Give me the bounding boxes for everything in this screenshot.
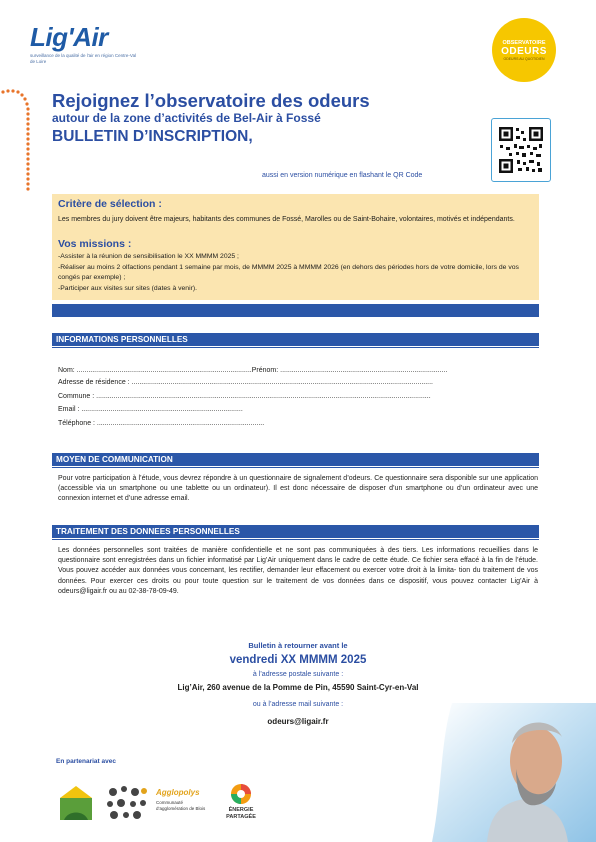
commune-input-line[interactable]: ............................................................................................................................................................................ xyxy=(96,393,431,400)
email-intro: ou à l’adresse mail suivante : xyxy=(252,701,344,708)
missions-heading: Vos missions : xyxy=(58,238,132,250)
missions-list xyxy=(58,252,536,294)
qr-note: aussi en version numérique en flashant le QR Code xyxy=(262,172,423,179)
tel-input-line[interactable]: ...................................................................................... xyxy=(96,420,265,427)
badge-line2: ODEURS xyxy=(501,45,547,57)
postal-address: Lig’Air, 260 avenue de la Pomme de Pin, 45590 Saint-Cyr-en-Val xyxy=(177,683,419,692)
communication-text: Pour votre participation à l’étude, vous devrez répondre à un questionnaire de signalement d’odeurs. Ce questionnaire sera disponible sur une application (accessible via un smartphone ou une tablette ou un ordinateur). Il est donc nécessaire de disposer d’un smartphone ou d’un ordinateur avec une connexion internet et d’une adresse email. xyxy=(58,475,538,503)
badge-line1: OBSERVATOIRE xyxy=(502,39,546,46)
nom-input-line[interactable]: .......................................................................................... xyxy=(76,367,252,374)
adresse-input-line[interactable]: ........................................................................................................................................................... xyxy=(131,379,433,386)
ligair-tagline: surveillance de la qualité de l'air en région Centre-Val de Loire xyxy=(30,53,137,64)
tel-label: Téléphone : xyxy=(58,420,97,427)
energie-line2: PARTAGÉE xyxy=(226,813,256,820)
email-input-line[interactable]: ................................................................................... xyxy=(81,406,243,413)
form-title: BULLETIN D’INSCRIPTION, xyxy=(52,128,253,145)
qr-code[interactable] xyxy=(491,118,551,182)
criteria-text: Les membres du jury doivent être majeurs, habitants des communes de Fossé, Marolles ou de Saint-Bohaire, volontaires, motivés et indépendants. xyxy=(58,216,515,223)
partner-commune-logo xyxy=(58,784,94,822)
section-heading-personal: INFORMATIONS PERSONNELLES xyxy=(52,333,539,346)
energie-partagee-logo-icon xyxy=(229,782,253,806)
badge-line3: ODEURS AU QUOTIDIEN xyxy=(503,56,545,61)
nom-label: Nom: xyxy=(58,367,77,374)
agglopolys-subtitle: Communauté d’agglomération de Blois xyxy=(156,800,206,811)
agglopolys-name: Agglopolys xyxy=(156,788,200,797)
ligair-logo: Lig'Air xyxy=(30,22,108,52)
section-heading-data: TRAITEMENT DES DONNEES PERSONNELLES xyxy=(52,525,539,538)
email-label: Email : xyxy=(58,406,82,413)
section-heading-communication: MOYEN DE COMMUNICATION xyxy=(52,453,539,466)
qr-code-icon xyxy=(492,119,550,181)
data-processing-text: Les données personnelles sont traitées de manière confidentielle et ne sont pas communiquées à des tiers. Les informations recueillies dans le questionnaire sont enregistrées dans un fichier informatisé par Lig’Air uniquement dans le cadre de cette étude. Ce fichier sera effacé à la fin de l’étude. Vous pouvez accéder aux données vous concernant, les rectifier, demander leur effacement ou exercer votre droit à la limita- tion du traitement de vos données. Pour exercer ces droits ou pour toute question sur le traitement de vos données dans ce dispositif, vous pouvez contacter Lig’Air à odeurs@ligair.fr ou au 02-38-78-09-49. xyxy=(58,547,538,595)
commune-field-row[interactable] xyxy=(58,393,431,400)
list-item: -Assister à la réunion de sensibilisation le XX MMMM 2025 ; xyxy=(58,253,239,260)
return-deadline: vendredi XX MMMM 2025 xyxy=(229,654,367,666)
energie-line1: ÉNERGIE xyxy=(228,807,254,813)
observatoire-odeurs-logo xyxy=(492,18,556,82)
return-intro: Bulletin à retourner avant le xyxy=(248,641,348,650)
phone-field-row[interactable] xyxy=(58,420,264,427)
agglopolys-logo-icon xyxy=(104,784,150,824)
list-item: -Participer aux visites sur sites (dates à venir). xyxy=(58,284,198,292)
address-field-row[interactable] xyxy=(58,379,433,386)
email-field-row[interactable] xyxy=(58,406,243,413)
page-subtitle: autour de la zone d’activités de Bel-Air à Fossé xyxy=(52,111,321,125)
return-email-link[interactable]: odeurs@ligair.fr xyxy=(267,717,329,726)
name-field-row[interactable] xyxy=(58,367,447,374)
prenom-input-line[interactable]: ...................................................................................... xyxy=(280,367,448,374)
list-item: -Réaliser au moins 2 olfactions pendant 1 semaine par mois, de MMMM 2025 à MMMM 2026 (en dehors des périodes hors de votre domicile, lors de vos congés par exemple) ; xyxy=(58,263,519,281)
commune-label: Commune : xyxy=(58,393,97,400)
page-title: Rejoignez l’observatoire des odeurs xyxy=(52,90,370,111)
partners-heading: En partenariat avec xyxy=(56,758,116,765)
man-portrait-image xyxy=(432,703,596,842)
postal-intro: à l’adresse postale suivante : xyxy=(252,671,344,678)
divider-bar xyxy=(52,304,539,317)
criteria-heading: Critère de sélection : xyxy=(58,198,162,210)
prenom-label: Prénom: xyxy=(251,367,281,374)
decorative-dots xyxy=(0,88,36,278)
energie-partagee-name xyxy=(218,807,264,820)
adresse-label: Adresse de résidence : xyxy=(58,379,132,386)
